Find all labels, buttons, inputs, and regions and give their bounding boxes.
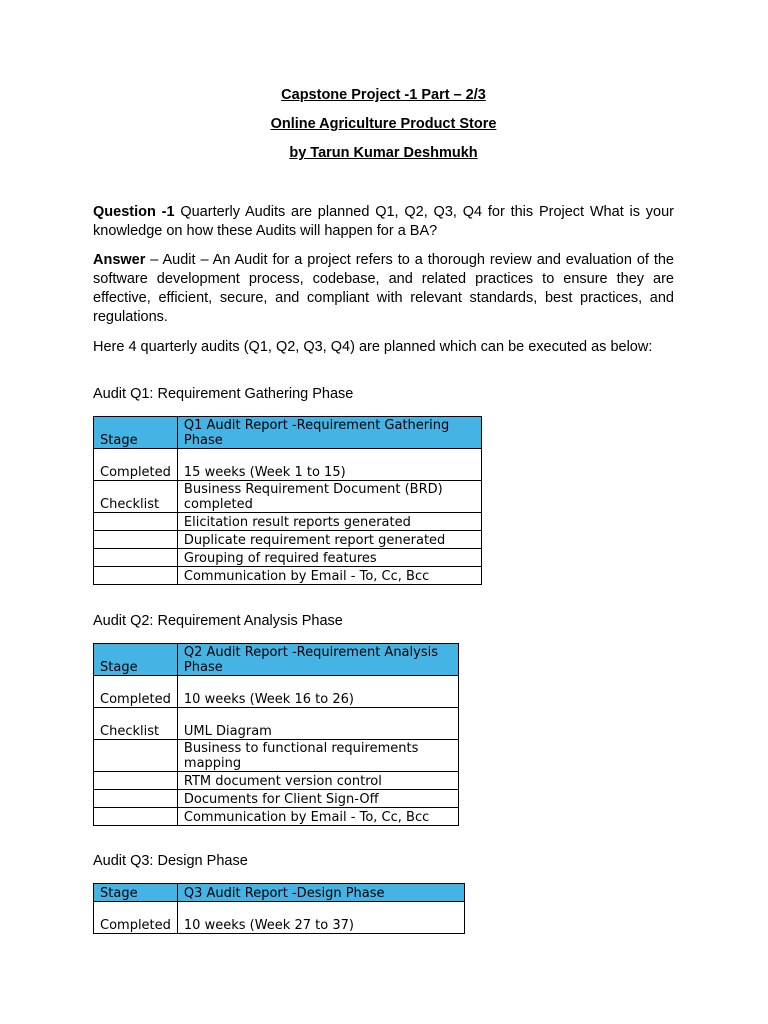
table-cell: Elicitation result reports generated	[177, 513, 481, 531]
table-row	[94, 449, 482, 481]
table-cell: RTM document version control	[177, 772, 458, 790]
table-row	[94, 740, 459, 772]
table-cell: 15 weeks (Week 1 to 15)	[177, 449, 481, 481]
question-label: Question -1	[93, 204, 175, 220]
table-cell	[94, 808, 178, 826]
table-header-row	[94, 644, 459, 676]
table-header-row	[94, 417, 482, 449]
audit-q3-table	[93, 883, 465, 934]
intro-paragraph: Here 4 quarterly audits (Q1, Q2, Q3, Q4) are planned which can be executed as below:	[93, 339, 653, 355]
question-text: Quarterly Audits are planned Q1, Q2, Q3, Q4 for this Project What is your knowledge on how these Audits will happen for a BA?	[93, 204, 674, 239]
table-row	[94, 676, 459, 708]
table-row	[94, 513, 482, 531]
answer-paragraph	[93, 251, 674, 327]
table-row	[94, 808, 459, 826]
table-row	[94, 567, 482, 585]
doc-author: by Tarun Kumar Deshmukh	[289, 145, 478, 161]
table-cell: Stage	[94, 417, 178, 449]
doc-subtitle: Online Agriculture Product Store	[270, 116, 497, 132]
table-cell: Q2 Audit Report -Requirement Analysis Phase	[177, 644, 458, 676]
table-cell: Communication by Email - To, Cc, Bcc	[177, 567, 481, 585]
question-paragraph	[93, 203, 674, 241]
table-cell: 10 weeks (Week 16 to 26)	[177, 676, 458, 708]
table-cell: Completed	[94, 449, 178, 481]
table-cell	[94, 513, 178, 531]
table-cell: Completed	[94, 676, 178, 708]
table-header-row	[94, 884, 465, 902]
answer-text: – Audit – An Audit for a project refers to a thorough review and evaluation of the software development process, codebase, and related practices to ensure they are effective, efficient, secure, and compliant with relevant standards, best practices, and regulations.	[93, 252, 674, 325]
table-cell	[94, 567, 178, 585]
table-cell: Documents for Client Sign-Off	[177, 790, 458, 808]
table-cell: Stage	[94, 644, 178, 676]
table-cell: Q1 Audit Report -Requirement Gathering Phase	[177, 417, 481, 449]
table-cell	[94, 740, 178, 772]
table-row	[94, 549, 482, 567]
table-cell: 10 weeks (Week 27 to 37)	[177, 902, 464, 934]
table-cell: Checklist	[94, 481, 178, 513]
table-cell	[94, 531, 178, 549]
table-cell: UML Diagram	[177, 708, 458, 740]
table-cell: Business to functional requirements mapping	[177, 740, 458, 772]
audit-q3-caption: Audit Q3: Design Phase	[93, 853, 248, 869]
table-cell: Stage	[94, 884, 178, 902]
doc-title: Capstone Project -1 Part – 2/3	[281, 87, 486, 103]
table-cell: Duplicate requirement report generated	[177, 531, 481, 549]
table-cell: Q3 Audit Report -Design Phase	[177, 884, 464, 902]
audit-q2-table	[93, 643, 459, 826]
table-cell: Communication by Email - To, Cc, Bcc	[177, 808, 458, 826]
table-row	[94, 531, 482, 549]
table-row	[94, 481, 482, 513]
table-row	[94, 790, 459, 808]
audit-q1-table	[93, 416, 482, 585]
table-cell: Business Requirement Document (BRD) completed	[177, 481, 481, 513]
audit-q2-caption: Audit Q2: Requirement Analysis Phase	[93, 613, 343, 629]
table-cell: Completed	[94, 902, 178, 934]
table-row	[94, 708, 459, 740]
table-cell	[94, 549, 178, 567]
table-cell: Checklist	[94, 708, 178, 740]
table-cell	[94, 790, 178, 808]
answer-label: Answer	[93, 252, 146, 268]
table-row	[94, 772, 459, 790]
table-row	[94, 902, 465, 934]
audit-q1-caption: Audit Q1: Requirement Gathering Phase	[93, 386, 354, 402]
table-cell: Grouping of required features	[177, 549, 481, 567]
table-cell	[94, 772, 178, 790]
